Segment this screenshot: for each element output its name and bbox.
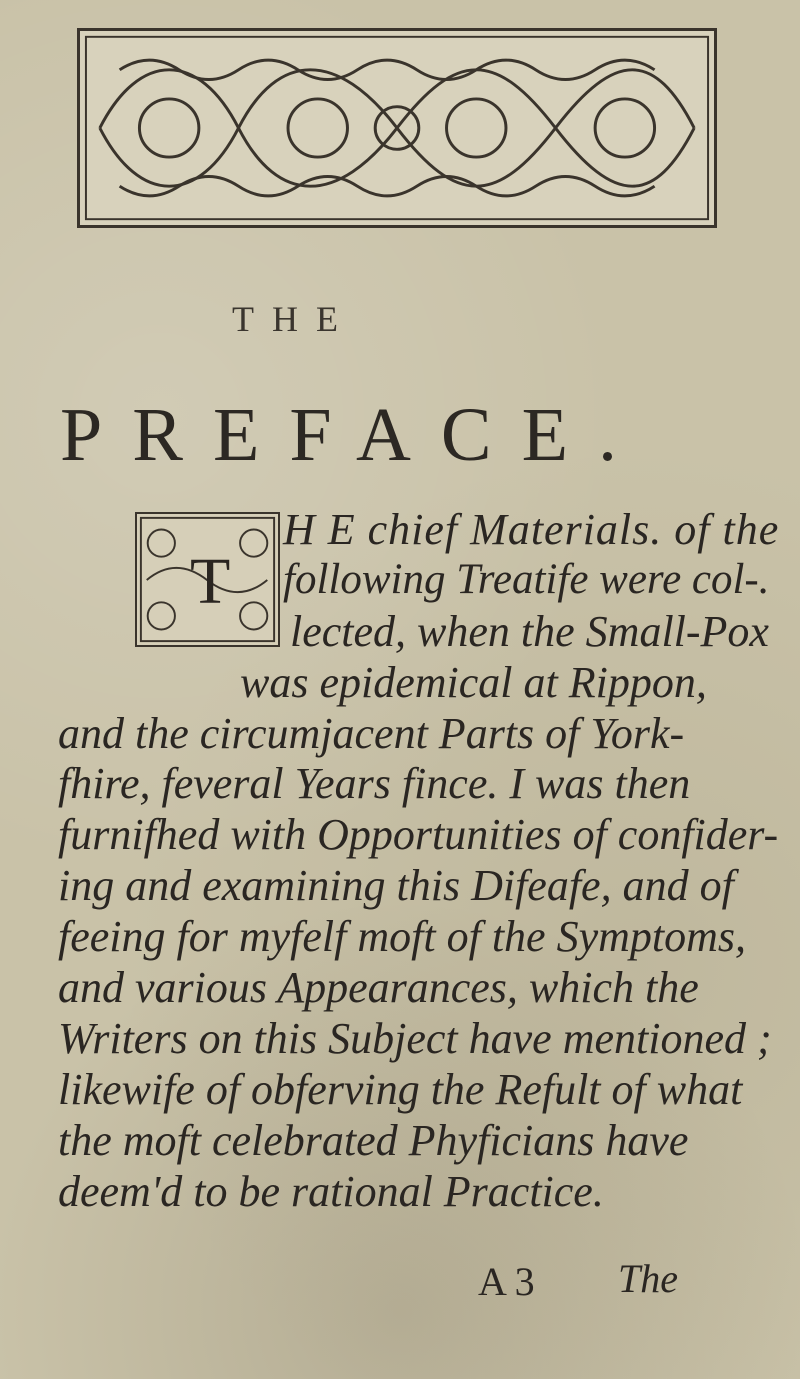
body-line: furnifhed with Opportunities of confider-	[58, 810, 779, 859]
body-line: and various Appearances, which the	[58, 963, 699, 1012]
signature-mark: A 3	[478, 1259, 535, 1304]
body-line: and the circumjacent Parts of York-	[58, 709, 685, 758]
body-line: likewife of obferving the Refult of what	[58, 1065, 743, 1114]
catchword: The	[618, 1256, 678, 1301]
body-line: feeing for myfelf moft of the Symptoms,	[58, 912, 746, 961]
headpiece-ornament-icon	[80, 31, 714, 225]
body-line: ing and examining this Difeafe, and of	[58, 861, 734, 910]
drop-cap-letter: T	[190, 545, 231, 618]
body-line: fhire, feveral Years fince. I was then	[58, 759, 691, 808]
body-line: deem'd to be rational Practice.	[58, 1167, 604, 1216]
heading-preface: PREFACE.	[60, 393, 648, 477]
body-line: following Treatife were col-.	[283, 556, 770, 603]
heading-the: THE	[232, 299, 356, 339]
body-line: Writers on this Subject have mentioned ;	[58, 1014, 772, 1063]
body-line: lected, when the Small-Pox	[290, 607, 769, 656]
drop-cap-block	[135, 512, 280, 647]
body-line: was epidemical at Rippon,	[240, 658, 707, 707]
body-line: H E chief Materials. of the	[283, 505, 780, 554]
body-line: the moft celebrated Phyficians have	[58, 1116, 689, 1165]
ornamental-headpiece	[77, 28, 717, 228]
